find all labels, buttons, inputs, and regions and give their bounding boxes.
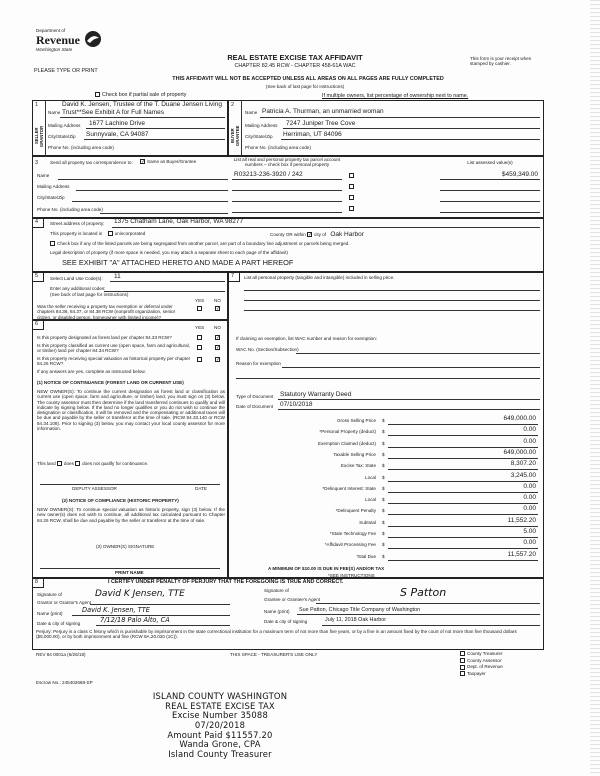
tax-row-line [388, 435, 538, 436]
s6-q2-yes-checkbox[interactable] [197, 345, 202, 350]
unincorporated-label: unincorporated [114, 231, 146, 236]
tax-row-value: 8,307.20 [510, 460, 536, 467]
grantee-sig-label: Signature of [264, 588, 289, 593]
reason-line-2 [236, 378, 540, 379]
perjury-note: Perjury: Perjury is a class C felony which is punishable by imprisonment in the state correctional institution for a maximum term of not more than five years, or by a fine in an amount fixed by the court of not more than five thousand dollars ($5,000.00), or by both imprisonment and fine (RCW 9A.20.020 (1C)). [36, 629, 517, 640]
personal-property-label: List all personal property (tangible and intangible) included in selling price. [244, 275, 395, 280]
tax-row [236, 505, 540, 515]
s3-name-line [58, 179, 228, 180]
dept-line1: Department of [36, 28, 66, 33]
city-of-label: city of [314, 232, 327, 237]
tax-row-dollar: $ [382, 475, 385, 480]
section-3-num: 3 [35, 160, 38, 166]
tax-row [236, 426, 540, 436]
segregated-checkbox[interactable] [50, 241, 55, 246]
does-label: does [63, 461, 74, 466]
street-value: 1375 Chatham Lane, Oak Harbor, WA 98277 [114, 218, 244, 225]
tax-row-label: Exemption Claimed (deduct) [318, 441, 376, 446]
located-row [50, 231, 145, 236]
tax-row-value: 0.00 [523, 539, 536, 546]
s3-mailing-line [76, 190, 228, 191]
tax-row [236, 415, 540, 425]
tax-row-dollar: $ [382, 542, 385, 547]
assessed-line-3 [440, 201, 540, 202]
grantor-name-value: David K. Jensen, TTE [82, 606, 150, 614]
buyer-phone-label: Phone No. (including area code) [245, 145, 311, 150]
tax-row-value: 0.00 [523, 494, 536, 501]
tax-row-line [388, 458, 538, 459]
tax-row-line [388, 537, 538, 538]
s6-q3: Is this property receiving special valuation as historical property per chapter 84.26 RCW? [37, 356, 191, 367]
land-use-line [110, 281, 225, 282]
land-use-label: Select Land Use Code(s): [50, 276, 103, 281]
city-value: Oak Harbor [330, 231, 364, 238]
tax-row-value: 3,245.00 [510, 472, 536, 479]
grantee-signature: S Patton [400, 586, 447, 599]
form-title: REAL ESTATE EXCISE TAX AFFIDAVIT [227, 53, 363, 62]
tax-row-label: *State Technology Fee [329, 531, 376, 536]
buyer-side-label: BUYER GRANTEE [230, 125, 240, 147]
tax-row-line [388, 560, 538, 561]
s5-yes-header: YES [195, 298, 205, 303]
s5-question: Was the seller receiving a property tax exemption or deferral under chapters 84.36, 84.37, or 84.38 RCW (nonprofit organization, senior citizen, or disabled person, homeowner with limited income)? [37, 304, 176, 320]
parcel-value: R03213-236-3920 / 242 [234, 171, 303, 178]
buyer-city-line [281, 139, 540, 140]
grantee-date-line [322, 625, 540, 626]
tax-row-label: *Delinquent Interest: State [322, 486, 376, 491]
tax-row [236, 517, 540, 527]
grantor-signature: David K Jensen, TTE [95, 589, 185, 599]
partial-sale-check[interactable] [95, 92, 187, 98]
see-instructions: *SEE INSTRUCTIONS [328, 573, 375, 578]
see-back: (See back of last page for instructions) [265, 84, 345, 89]
additional-codes-label: Enter any additional codes: [50, 286, 106, 291]
grantor-sig-line [90, 604, 230, 605]
tax-row-dollar: $ [382, 463, 385, 468]
dept-revenue-label: Dept. of Revenue [467, 664, 503, 670]
grantor-date-line [96, 625, 230, 626]
tax-row-value: 0.00 [523, 483, 536, 490]
notice2-body: NEW OWNER(S): To continue special valuation as historic property, sign (3) below. If the new owner(s) does not wish to continue, all additional tax calculated pursuant to Chapter 84.26 RCW, shall be due and payable by the seller or transferor at the time of sale. [37, 507, 225, 523]
assessed-line-2 [440, 190, 540, 191]
seller-name-label: Name [48, 110, 61, 115]
copy-dept-revenue [460, 664, 503, 671]
grantee-date-value: July 11, 2018 Oak Harbor [325, 617, 387, 623]
tax-row-dollar: $ [382, 429, 385, 434]
stamp-line-3: Excise Number 35088 [172, 710, 268, 721]
taxpayer-label: Taxpayer [467, 670, 486, 676]
s6-q2-no-checkbox[interactable] [215, 345, 220, 350]
pp-line-2 [244, 300, 540, 301]
stamp-line-5: Amount Paid $11557.20 [167, 729, 273, 740]
county-assessor-label: County Assessor [467, 657, 502, 663]
assessed-header: List assessed value(s) [467, 160, 513, 165]
assessed-value: $459,349.00 [501, 171, 538, 178]
seller-city-line [84, 139, 225, 140]
wac-label: WAC No. (Section/Subsection) [236, 347, 299, 352]
doc-date-label: Date of Document [236, 404, 274, 409]
s6-q1: Is this property designated as forest land per chapter 84.33 RCW? [37, 335, 172, 340]
parcel-pp-checkbox-2[interactable] [349, 184, 354, 189]
partial-sale-label: Check box if partial sale of property [102, 92, 187, 98]
s5-yes-checkbox[interactable] [197, 306, 202, 311]
section-4-num: 4 [35, 219, 38, 225]
copy-distribution [460, 651, 503, 678]
deputy-line [40, 484, 220, 485]
grantee-date-label: Date & city of signing [264, 619, 308, 624]
dept-state: Washington State [36, 47, 73, 52]
s3-city-label: City/State/Zip [37, 195, 65, 200]
tax-row-label: Gross Selling Price [336, 418, 376, 423]
seller-city-value: Sunnyvale, CA 94087 [86, 131, 149, 138]
print-name-label: PRINT NAME [115, 570, 144, 575]
section-8-num: 8 [35, 579, 38, 585]
same-as-buyer-label: Same as Buyer/Grantee [147, 159, 197, 164]
dept-name: Revenue [36, 33, 80, 47]
revenue-logo [36, 28, 106, 68]
grantee-name-label: Name (print) [264, 609, 290, 614]
unincorporated-checkbox[interactable] [108, 231, 113, 236]
section-4-num-box [32, 218, 44, 228]
seller-mailing-label: Mailing Address [48, 123, 81, 128]
revenue-emblem-icon [84, 30, 102, 48]
stamp-line-4: 07/20/2018 [194, 719, 246, 730]
located-label: This property is located in [50, 231, 103, 236]
county-assessor-checkbox[interactable] [460, 658, 465, 663]
s6-q2: Is this property classified as current use (open space, farm and agricultural, or timber) land per chapter 84.34 RCW? [37, 343, 190, 354]
segregated-row[interactable] [50, 241, 350, 246]
section-7-num: 7 [231, 273, 234, 279]
certify-line: I CERTIFY UNDER PENALTY OF PERJURY THAT THE FOREGOING IS TRUE AND CORRECT. [108, 579, 344, 585]
buyer-mailing-label: Mailing Address [245, 123, 278, 128]
grantor-sig-label: Signature of [37, 592, 62, 597]
notice1-body: NEW OWNER(S): To continue the current designation as forest land or classification as current use (open space, farm and agriculture, or timber) land, you must sign on (3) below. The county assessor must then determine if the land transferred continues to qualify and will indicate by signing below. If the land no longer qualifies or you do not wish to continue the designation or classification, it will be removed and the compensating or additional taxes will be due and payable by the seller or transferor at the time of sale. (RCW 84.33.140 or RCW 84.34.108). Prior to signing (3) below, you may contact your local county assessor for more information. [37, 389, 225, 431]
tax-row-label: Local [365, 497, 376, 502]
tax-row-value: 649,000.00 [503, 415, 536, 422]
s3-city-line [72, 201, 228, 202]
escrow-number: Escrow No.: 245402668-SP [36, 680, 93, 685]
owner-sig-label: (3) OWNER(S) SIGNATURE [96, 544, 155, 549]
tax-row-dollar: $ [382, 520, 385, 525]
stamp-line-6: Wanda Grone, CPA [179, 739, 261, 750]
county-label: County OR within [270, 232, 306, 237]
tax-row-label: *Affidavit Processing Fee [324, 542, 376, 547]
does-not-label: does not qualify for continuance. [82, 461, 149, 466]
doc-type-line [278, 399, 540, 400]
rev-number: REV 84 0001a (6/26/18) [36, 652, 86, 657]
tax-row-label: Taxable Selling Price [333, 452, 376, 457]
s6-q1-no-checkbox[interactable] [215, 335, 220, 340]
wac-line [296, 353, 540, 354]
please-type: PLEASE TYPE OR PRINT [34, 68, 98, 74]
treasurer-only: THIS SPACE - TREASURER'S USE ONLY [230, 652, 318, 657]
copy-county-treasurer [460, 651, 503, 658]
tax-row [236, 472, 540, 482]
parcel-pp-checkbox-3[interactable] [349, 195, 354, 200]
grantor-date-label: Date & city of signing [37, 621, 81, 626]
seller-phone-label: Phone No. (including area code) [48, 145, 114, 150]
seller-side-label: SELLER GRANTOR [34, 125, 44, 147]
tax-row [236, 449, 540, 459]
tax-row-value: 11,557.20 [507, 551, 536, 558]
buyer-name-value: Patricia A. Thurman, an unmarried woman [262, 108, 384, 115]
tax-row-dollar: $ [382, 452, 385, 457]
tax-row-line [388, 469, 538, 470]
buyer-name-line [260, 117, 540, 118]
dept-revenue-checkbox[interactable] [460, 665, 465, 670]
parcel-pp-checkbox-4[interactable] [349, 206, 354, 211]
same-as-buyer-check[interactable] [140, 159, 196, 164]
land-label: This land [37, 461, 56, 466]
tax-row-line [388, 526, 538, 527]
land-use-see-back: (See back of last page for instructions) [50, 292, 129, 297]
tax-row [236, 539, 540, 549]
assessed-line-4 [440, 212, 540, 213]
tax-row-dollar: $ [382, 508, 385, 513]
tax-row-line [388, 503, 538, 504]
assessed-line-1 [440, 179, 540, 180]
s6-no-header: NO [214, 325, 221, 330]
tax-row-dollar: $ [382, 497, 385, 502]
tax-row-line [388, 447, 538, 448]
doc-type-label: Type of Document [236, 394, 274, 399]
grantee-agent-label: Grantee or Grantee's Agent [264, 597, 321, 602]
tax-row-value: 0.00 [523, 426, 536, 433]
tax-row-value: 0.00 [523, 438, 536, 445]
deputy-label: DEPUTY ASSESSOR [72, 486, 117, 491]
parcel-line-4 [232, 212, 342, 213]
section-2-divider [241, 100, 242, 156]
tax-row-line [388, 481, 538, 482]
doc-date-value: 07/10/2018 [280, 401, 313, 408]
tax-row-line [388, 548, 538, 549]
section-2-num: 2 [231, 102, 234, 108]
stamp-line-7: Island County Treasurer [168, 748, 272, 759]
s6-q3-yes-checkbox[interactable] [197, 357, 202, 362]
tax-row-line [388, 514, 538, 515]
does-not-checkbox[interactable] [75, 461, 80, 466]
buyer-name-label: Name [245, 110, 258, 115]
pp-line-1 [244, 290, 540, 291]
section-8-num-box [32, 578, 44, 588]
stamp-line-2: REAL ESTATE EXCISE TAX [165, 700, 275, 711]
tax-row-dollar: $ [382, 486, 385, 491]
county-row [270, 231, 364, 239]
notice1-title: (1) NOTICE OF CONTINUANCE (FOREST LAND OR CURRENT USE) [37, 380, 184, 385]
tax-row-dollar: $ [382, 441, 385, 446]
tax-row-dollar: $ [382, 554, 385, 559]
tax-row-dollar: $ [382, 418, 385, 423]
seller-name-line [60, 117, 225, 118]
segregated-label: Check box if any of the listed parcels are being segregated from another parcel, are part of a boundary line adjustment or parcels being merged. [57, 241, 350, 246]
notice2-title: (2) NOTICE OF COMPLIANCE (HISTORIC PROPERTY) [62, 498, 179, 503]
parcel-header: List all real and personal property tax parcel account numbers – check box if personal property [233, 157, 341, 168]
section-1-divider [45, 100, 46, 156]
tax-row-label: Local [365, 475, 376, 480]
s3-phone-label: Phone No. (including area code) [37, 207, 103, 212]
street-label: Street address of property: [50, 221, 105, 226]
section-6-num: 6 [35, 321, 38, 327]
grantor-name-label: Name (print) [37, 611, 63, 616]
section-5-num: 5 [35, 273, 38, 279]
tax-row-label: Total Due [356, 554, 376, 559]
buyer-mailing-value: 7247 Juniper Tree Cove [286, 120, 356, 127]
tax-row [236, 551, 540, 561]
tax-row [236, 438, 540, 448]
reason-label: Reason for exemption [236, 361, 281, 366]
street-line [112, 227, 540, 228]
pp-line-3 [244, 310, 540, 311]
section-3-label: Send all property tax correspondence to: [50, 160, 133, 165]
s6-q3-no-checkbox[interactable] [215, 357, 220, 362]
seller-mailing-line [86, 128, 225, 129]
tax-row-label: *Personal Property (deduct) [319, 429, 376, 434]
print-name-line [40, 568, 220, 569]
tax-row [236, 528, 540, 538]
section-6-num-box [32, 320, 44, 330]
parcel-line-2 [232, 190, 342, 191]
tax-row-line [388, 424, 538, 425]
deputy-date-label: DATE [195, 486, 207, 491]
legal-value: SEE EXHIBIT "A" ATTACHED HERETO AND MADE A PART HEREOF [62, 258, 294, 267]
receipt-note: This form is your receipt when stamped by cashier. [470, 56, 532, 67]
buyer-city-value: Herriman, UT 84096 [283, 131, 342, 138]
seller-city-label: City/State/Zip [48, 134, 76, 139]
excise-stamp [120, 692, 320, 760]
s3-phone-line [100, 213, 228, 214]
buyer-city-label: City/State/Zip [245, 134, 273, 139]
taxpayer-checkbox[interactable] [460, 671, 465, 676]
grantee-name-line [297, 614, 540, 615]
stamp-line-1: ISLAND COUNTY WASHINGTON [152, 691, 288, 701]
doc-date-line [278, 409, 540, 410]
tax-row-line [388, 492, 538, 493]
tax-row [236, 460, 540, 470]
does-checkbox[interactable] [57, 461, 62, 466]
parcel-pp-checkbox-1[interactable] [349, 173, 354, 178]
tax-row-label: *Delinquent Penalty [335, 508, 376, 513]
county-treasurer-checkbox[interactable] [460, 651, 465, 656]
s6-yes-header: YES [195, 325, 205, 330]
parcel-line-3 [232, 201, 342, 202]
section-1-num: 1 [35, 102, 38, 108]
land-qualify-row [37, 461, 148, 466]
multiple-owners-note: If multiple owners, list percentage of ownership next to name. [322, 93, 469, 99]
section-5-num-box [32, 272, 44, 282]
tax-row-dollar: $ [382, 531, 385, 536]
county-treasurer-label: County Treasurer [467, 651, 503, 656]
copy-taxpayer [460, 671, 503, 678]
scan-edge [590, 0, 600, 776]
doc-type-value: Statutory Warranty Deed [280, 391, 352, 398]
grantee-name-value: Sue Patton, Chicago Title Company of Washington [299, 607, 421, 613]
s6-if-any: If any answers are yes, complete as instructed below. [37, 369, 146, 374]
partial-sale-checkbox[interactable] [95, 92, 100, 97]
warning-line: THIS AFFIDAVIT WILL NOT BE ACCEPTED UNLESS ALL AREAS ON ALL PAGES ARE FULLY COMPLETED [172, 76, 444, 82]
seller-name-value: David K. Jensen, Trustee of the T. Duane Jensen Living Trust**See Exhibit A for Full Names [62, 101, 222, 116]
legal-label: Legal description of property (if more space is needed, you may attach a separate sheet to each page of the affidavit) [50, 250, 288, 255]
copy-county-assessor [460, 658, 503, 665]
section-7-num-box [228, 272, 240, 282]
tax-row-value: 649,000.00 [503, 449, 536, 456]
form-chapter: CHAPTER 82.45 RCW - CHAPTER 458-61A WAC [234, 63, 356, 69]
buyer-mailing-line [283, 128, 540, 129]
seller-mailing-value: 1677 Lachine Drive [89, 120, 146, 127]
s3-mailing-label: Mailing Address [37, 184, 70, 189]
same-as-buyer-checkbox[interactable] [140, 159, 145, 164]
land-use-value: 11 [114, 273, 121, 280]
grantor-agent-label: Grantor or Grantor's Agent [37, 600, 91, 605]
tax-row [236, 494, 540, 504]
parcel-line-1 [232, 179, 342, 180]
tax-row-value: 5.00 [523, 528, 536, 535]
s5-no-checkbox[interactable] [215, 306, 220, 311]
s6-q1-yes-checkbox[interactable] [197, 335, 202, 340]
tax-row [236, 483, 540, 493]
city-of-checkbox[interactable] [307, 232, 312, 237]
reason-line [282, 367, 540, 368]
tax-row-value: 11,552.20 [507, 517, 536, 524]
tax-row-value: 0.00 [523, 505, 536, 512]
tax-row-label: Subtotal [359, 520, 376, 525]
tax-row-label: Excise Tax: State [340, 463, 376, 468]
minimum-due: A MINIMUM OF $10.00 IS DUE IN FEE(S) AND/OR TAX [268, 566, 385, 571]
grantor-date-value: 7/12/18 Palo Alto, CA [100, 616, 170, 624]
grantee-sig-line [316, 603, 540, 604]
exemption-claim: If claiming an exemption, list WAC number and reason for exemption: [236, 336, 378, 341]
s5-no-header: NO [214, 298, 221, 303]
s3-name-label: Name [37, 173, 50, 178]
